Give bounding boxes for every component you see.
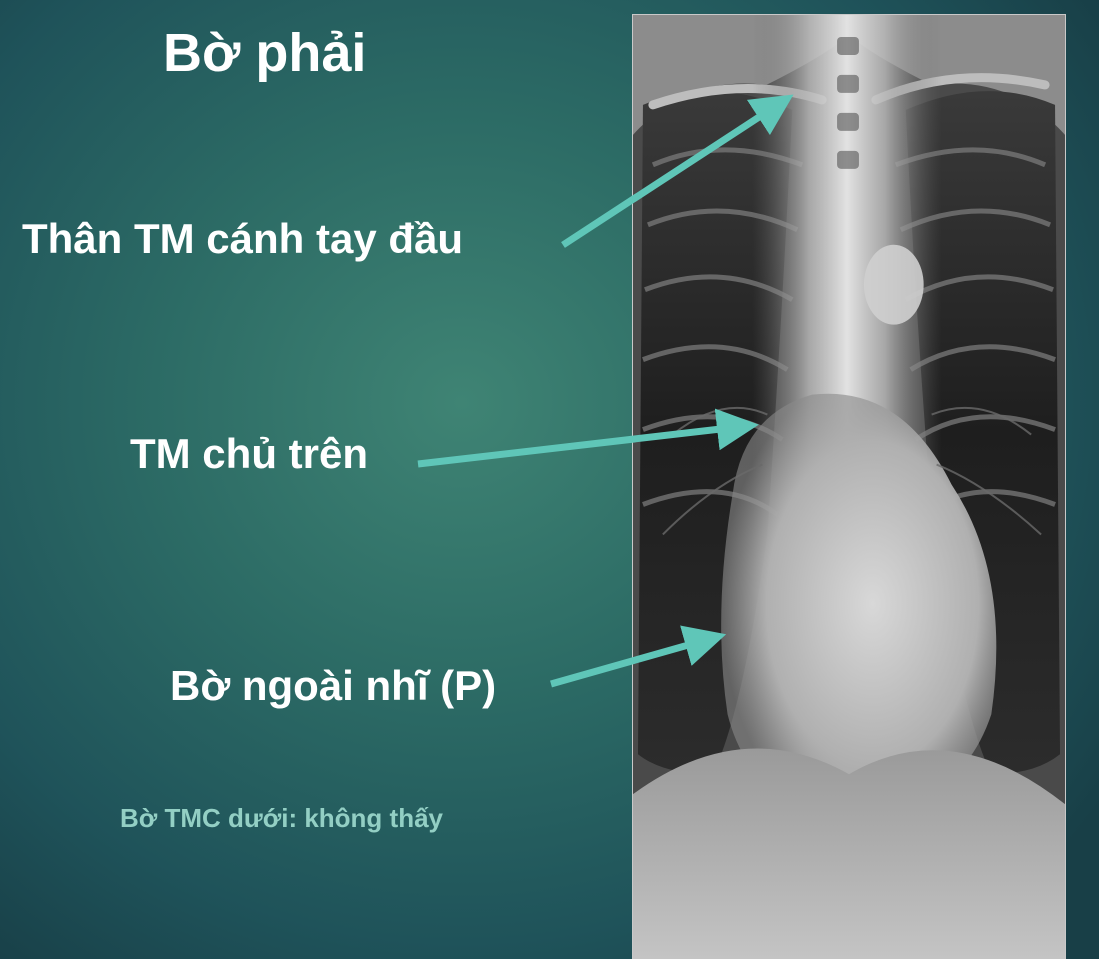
chest-xray-image [632, 14, 1066, 959]
label-right-atrium-border: Bờ ngoài nhĩ (P) [170, 662, 497, 709]
label-brachiocephalic-vein: Thân TM cánh tay đầu [22, 215, 464, 262]
label-superior-vena-cava: TM chủ trên [130, 430, 368, 477]
note-inferior-vena-cava: Bờ TMC dưới: không thấy [120, 803, 443, 833]
chest-xray-icon [633, 15, 1065, 959]
slide-title: Bờ phải [163, 23, 367, 83]
